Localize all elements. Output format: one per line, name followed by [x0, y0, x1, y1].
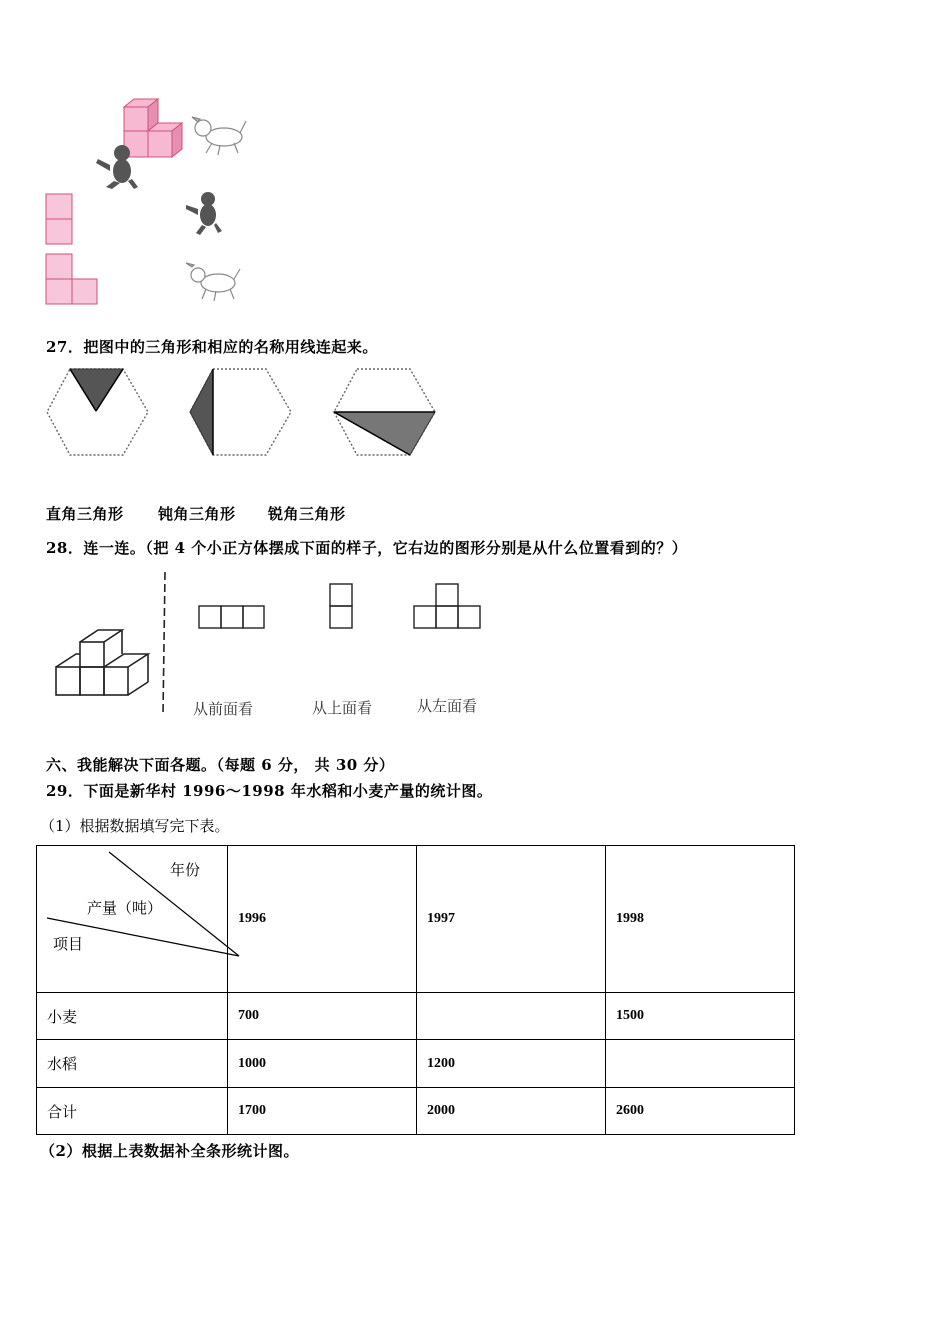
header-item: 项目 — [53, 935, 84, 953]
header-output: 产量（吨） — [87, 899, 163, 917]
table-header-year: 1996 — [228, 846, 417, 993]
header-year: 年份 — [170, 861, 201, 879]
table-cell: 1200 — [417, 1040, 606, 1088]
table-row — [37, 993, 795, 1040]
q27-hexagons — [45, 365, 440, 460]
triangle-name-right: 直角三角形 — [46, 505, 124, 523]
dog-icon — [186, 263, 240, 301]
table-row — [37, 1088, 795, 1135]
table-row — [37, 1040, 795, 1088]
q29-table — [36, 845, 795, 1135]
table-cell: 700 — [228, 993, 417, 1040]
table-cell: 1500 — [606, 993, 795, 1040]
row-label: 水稻 — [37, 1040, 228, 1088]
table-cell: 2000 — [417, 1088, 606, 1135]
view-l-shape — [46, 254, 97, 304]
view-two-stacked — [46, 194, 72, 244]
view-top-shape — [330, 584, 352, 628]
monkey-icon — [186, 192, 222, 235]
row-label: 合计 — [37, 1088, 228, 1135]
row-label: 小麦 — [37, 993, 228, 1040]
dashed-divider — [163, 572, 165, 715]
q29-text: 29．下面是新华村 1996～1998 年水稻和小麦产量的统计图。 — [46, 782, 493, 800]
section6-heading: 六、我能解决下面各题。（每题 6 分， 共 30 分） — [46, 756, 395, 774]
triangle-name-obtuse: 钝角三角形 — [158, 505, 236, 523]
hexagon-obtuse — [190, 369, 291, 455]
view-label-top: 从上面看 — [312, 699, 373, 717]
hexagon-right — [334, 369, 435, 455]
view-left-shape — [414, 584, 480, 628]
cube-stack-3d — [56, 630, 148, 695]
q27-text: 27．把图中的三角形和相应的名称用线连起来。 — [46, 338, 378, 356]
table-cell: 2600 — [606, 1088, 795, 1135]
triangle-name-acute: 锐角三角形 — [268, 505, 346, 523]
table-header-year: 1998 — [606, 846, 795, 993]
table-cell: 1000 — [228, 1040, 417, 1088]
table-header-year: 1997 — [417, 846, 606, 993]
view-front-shape — [199, 606, 264, 628]
view-label-front: 从前面看 — [193, 700, 254, 718]
table-cell-blank[interactable] — [606, 1040, 795, 1088]
diagonal-header-cell — [37, 846, 228, 993]
table-cell: 1700 — [228, 1088, 417, 1135]
q29-sub2: （2）根据上表数据补全条形统计图。 — [40, 1142, 299, 1160]
q26-figure — [40, 95, 270, 310]
q28-text: 28．连一连。（把 4 个小正方体摆成下面的样子，它右边的图形分别是从什么位置看到的？） — [46, 539, 688, 557]
hexagon-acute — [47, 369, 148, 455]
view-label-left: 从左面看 — [417, 697, 478, 715]
dog-icon — [192, 117, 246, 155]
pink-cube-stack — [124, 99, 182, 157]
q29-sub1: （1）根据数据填写完下表。 — [40, 817, 230, 835]
table-cell-blank[interactable] — [417, 993, 606, 1040]
table-header-row — [37, 846, 795, 993]
